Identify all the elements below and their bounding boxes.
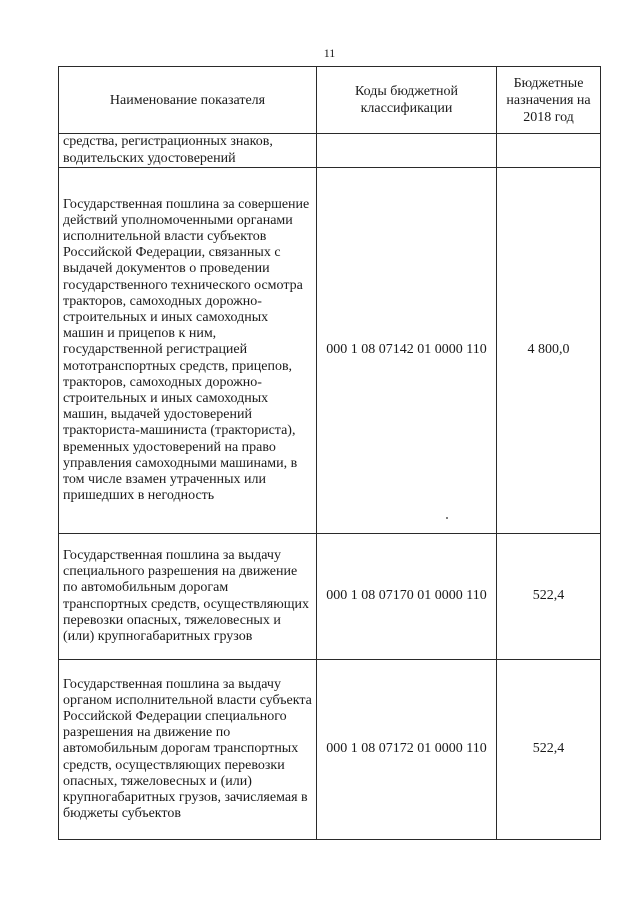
row-name: Государственная пошлина за выдачу органом исполнительной власти субъекта Российской Федерации специального разрешения на движение по автомобильным дорогам транспортных средств, осуществляющих перевозки опасных, тяжеловесных и (или) крупногабаритных грузов, зачисляемая в бюджеты субъектов [59,660,317,840]
row-amount [497,134,601,168]
header-name: Наименование показателя [59,67,317,134]
table-row [59,134,601,168]
header-code: Коды бюджетной классификации [317,67,497,134]
row-code: 000 1 08 07170 01 0000 110 [317,534,497,660]
page-number: 11 [323,46,336,60]
budget-table [58,66,601,840]
row-amount: 522,4 [497,534,601,660]
row-code [317,134,497,168]
table-row [59,660,601,840]
row-amount: 522,4 [497,660,601,840]
row-name: Государственная пошлина за выдачу специального разрешения на движение по автомобильным дорогам транспортных средств, осуществляющих перевозки опасных, тяжеловесных и (или) крупногабаритных грузов [59,534,317,660]
row-name: Государственная пошлина за совершение действий уполномоченными органами исполнительной власти субъектов Российской Федерации, связанных с выдачей документов о проведении государственного технического осмотра тракторов, самоходных дорожно-строительных и иных самоходных машин и прицепов к ним, государственной регистрацией мототранспортных средств, прицепов, тракторов, самоходных дорожно-строительных и иных самоходных машин, выдачей удостоверений тракториста-машиниста (тракториста), временных удостоверений на право управления самоходными машинами, в том числе взамен утраченных или пришедших в негодность [59,168,317,534]
table-header-row [59,67,601,134]
row-name: средства, регистрационных знаков, водительских удостоверений [59,134,317,168]
scan-speck [446,517,448,519]
row-amount: 4 800,0 [497,168,601,534]
header-amount: Бюджетные назначения на 2018 год [497,67,601,134]
table-row [59,534,601,660]
table-row [59,168,601,534]
row-code: 000 1 08 07142 01 0000 110 [317,168,497,534]
row-code: 000 1 08 07172 01 0000 110 [317,660,497,840]
